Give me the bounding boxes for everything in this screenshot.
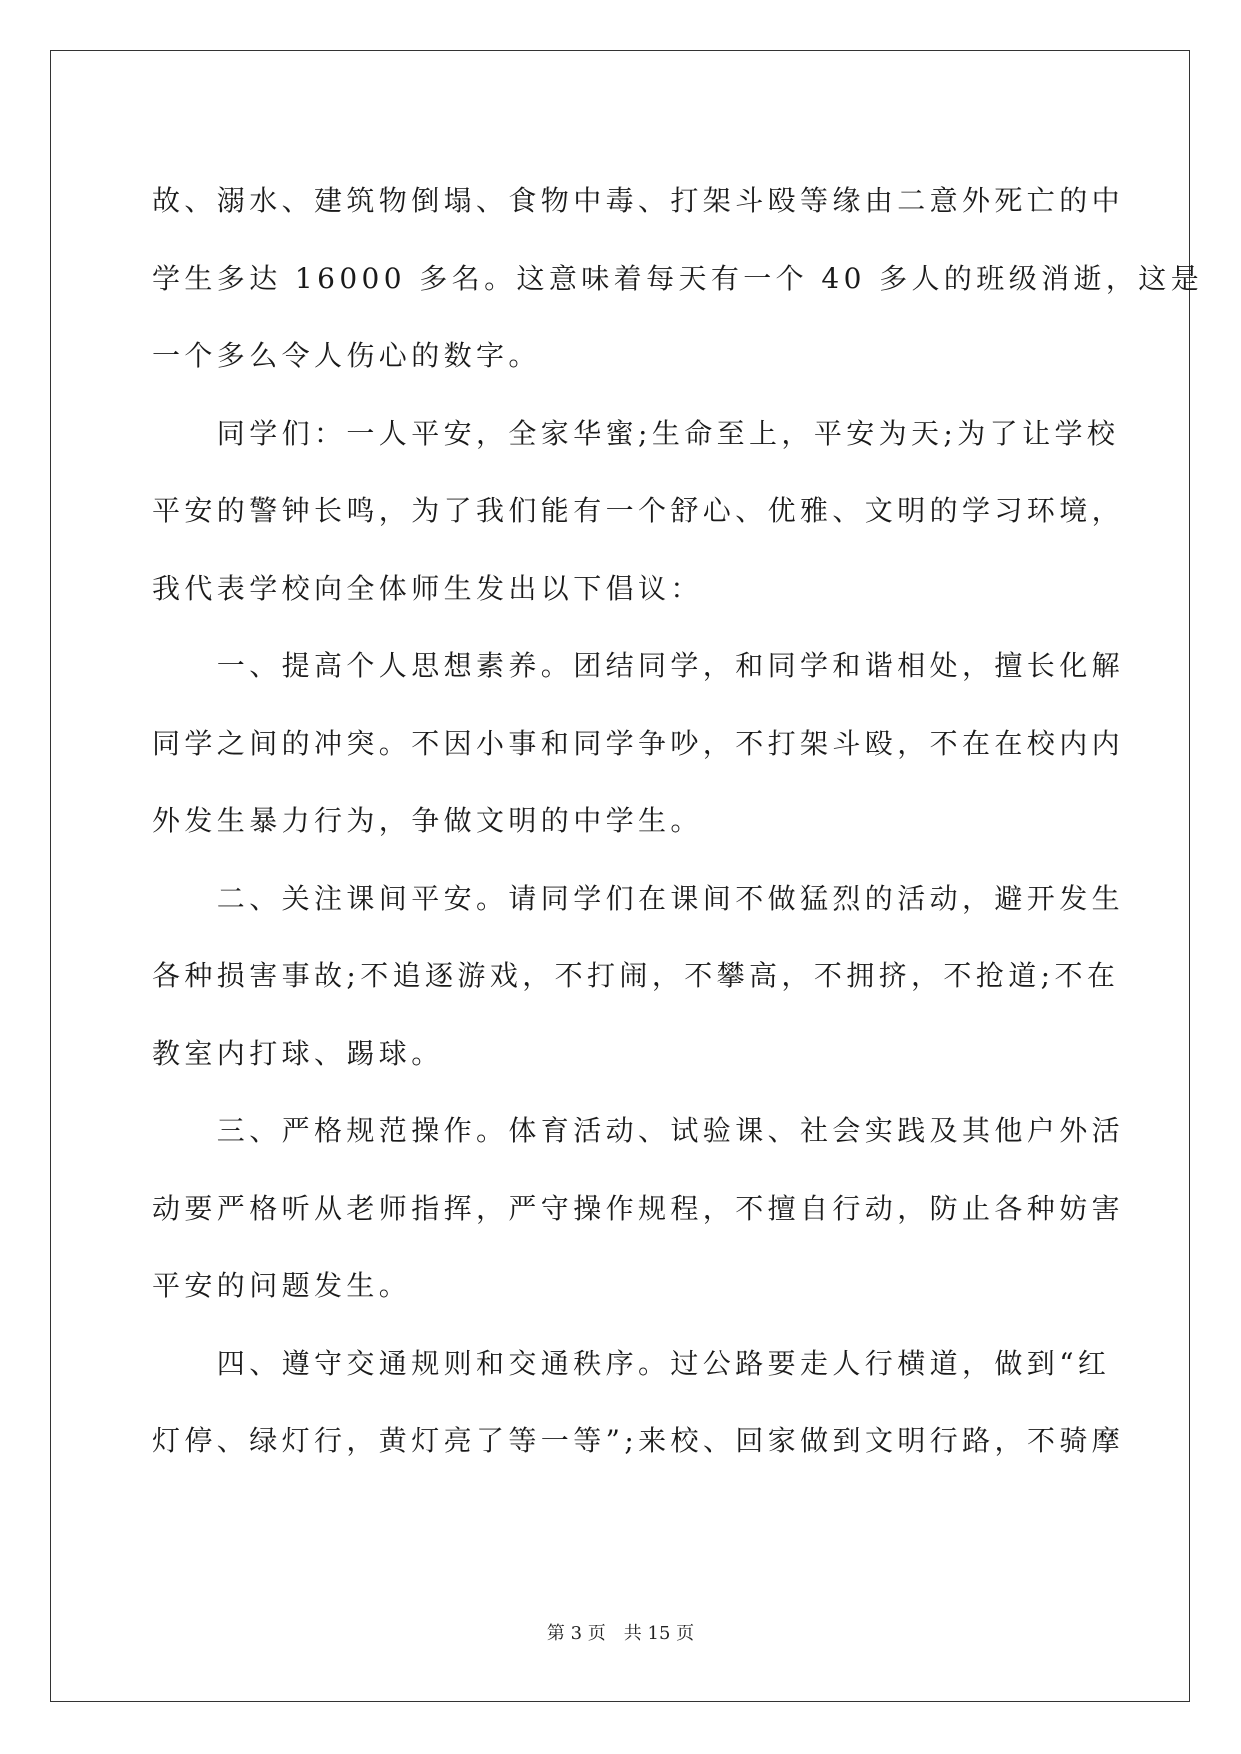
paragraph-5	[152, 1092, 1125, 1325]
page-number-footer: 第 3 页 共 15 页	[546, 1623, 695, 1644]
text-line: 动要严格听从老师指挥，严守操作规程，不擅自行动，防止各种妨害	[152, 1191, 1125, 1225]
text-line: 同学之间的冲突。不因小事和同学争吵，不打架斗殴，不在在校内内	[152, 726, 1125, 760]
text-line: 教室内打球、踢球。	[152, 1036, 444, 1070]
text-line: 一、提高个人思想素养。团结同学，和同学和谐相处，擅长化解	[152, 649, 1125, 682]
text-line: 各种损害事故;不追逐游戏，不打闹，不攀高，不拥挤，不抢道;不在	[152, 959, 1120, 992]
text-line: 三、严格规范操作。体育活动、试验课、社会实践及其他户外活	[152, 1114, 1125, 1147]
document-body	[152, 162, 1204, 1480]
paragraph-4	[152, 860, 1125, 1093]
text-line: 故、溺水、建筑物倒塌、食物中毒、打架斗殴等缘由二意外死亡的中	[152, 184, 1125, 217]
text-line: 同学们：一人平安，全家华蜜;生命至上，平安为天;为了让学校	[152, 416, 1120, 450]
paragraph-6	[152, 1325, 1125, 1480]
paragraph-3	[152, 627, 1125, 860]
paragraph-2	[152, 395, 1125, 628]
text-line: 四、遵守交通规则和交通秩序。过公路要走人行横道，做到“红	[152, 1346, 1111, 1380]
text-line: 一个多么令人伤心的数字。	[152, 339, 541, 372]
text-line: 灯停、绿灯行，黄灯亮了等一等”;来校、回家做到文明行路，不骑摩	[152, 1424, 1125, 1457]
text-line: 二、关注课间平安。请同学们在课间不做猛烈的活动，避开发生	[152, 881, 1125, 915]
text-line: 平安的问题发生。	[152, 1269, 412, 1302]
text-line: 我代表学校向全体师生发出以下倡议：	[152, 571, 703, 605]
text-line: 学生多达 16000 多名。这意味着每天有一个 40 多人的班级消逝，这是	[152, 261, 1204, 295]
paragraph-1	[152, 162, 1204, 395]
text-line: 外发生暴力行为，争做文明的中学生。	[152, 804, 703, 837]
text-line: 平安的警钟长鸣，为了我们能有一个舒心、优雅、文明的学习环境，	[152, 494, 1125, 527]
